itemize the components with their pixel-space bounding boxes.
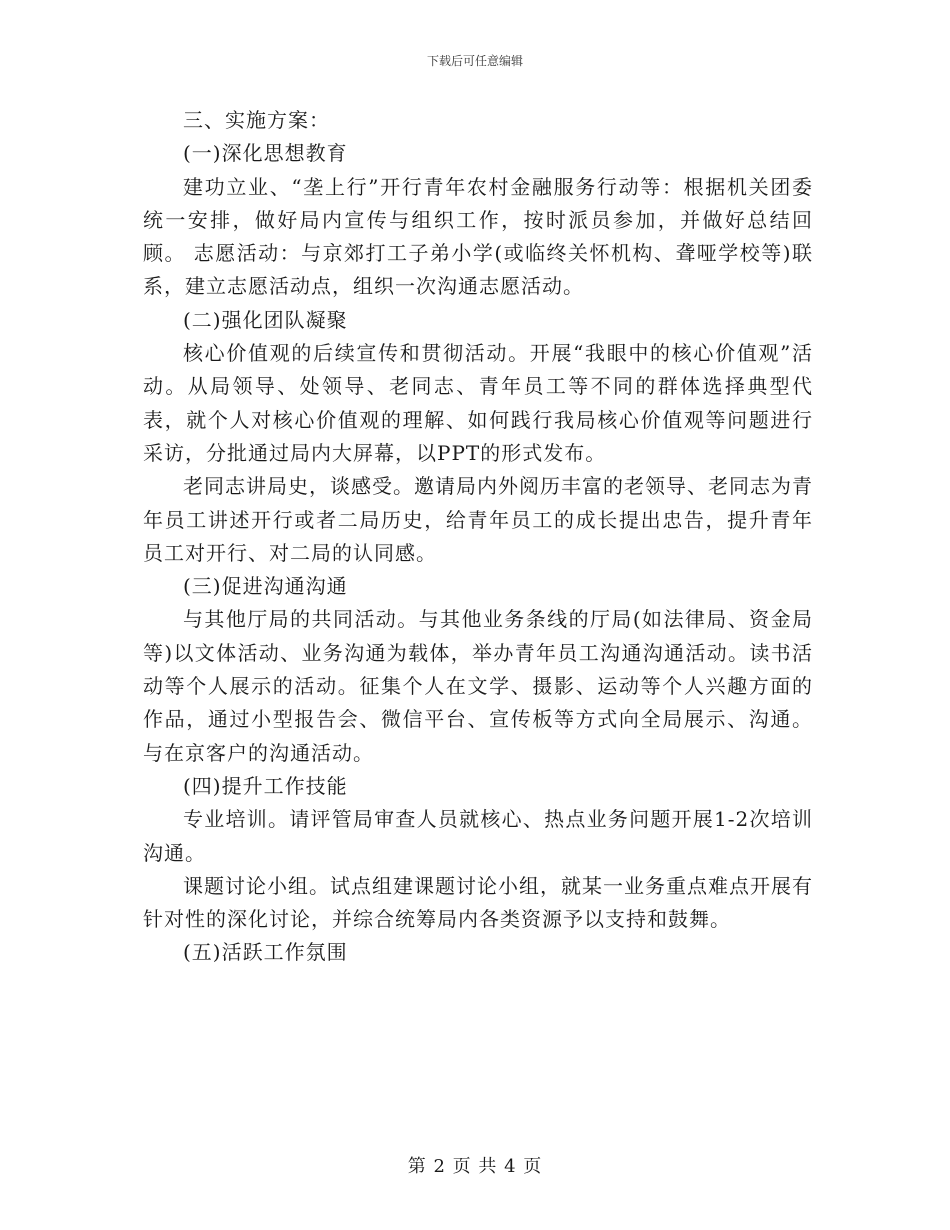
section-heading: 三、实施方案：	[183, 108, 330, 132]
document-body	[143, 104, 813, 970]
page-header: 下载后可任意编辑	[426, 54, 523, 68]
body-paragraph: 老同志讲局史，谈感受。邀请局内外阅历丰富的老领导、老同志为青年员工讲述开行或者二局历史，给青年员工的成长提出忠告，提升青年员工对开行、对二局的认同感。	[143, 474, 813, 565]
subsection-heading: (二)强化团队凝聚	[183, 307, 348, 332]
page-number: 第 2 页 共 4 页	[407, 1156, 543, 1177]
body-paragraph: 建功立业、“垄上行”开行青年农村金融服务行动等：根据机关团委统一安排，做好局内宣传与组织工作，按时派员参加，并做好总结回顾。 志愿活动：与京郊打工子弟小学(或临终关怀机构、聋哑学校等)联系，建立志愿活动点，组织一次沟通志愿活动。	[143, 174, 813, 299]
body-paragraph: 核心价值观的后续宣传和贯彻活动。开展“我眼中的核心价值观”活动。从局领导、处领导、老同志、青年员工等不同的群体选择典型代表，就个人对核心价值观的理解、如何践行我局核心价值观等问题进行采访，分批通过局内大屏幕，以PPT的形式发布。	[143, 341, 813, 465]
subsection-heading: (四)提升工作技能	[183, 773, 348, 798]
body-paragraph: 课题讨论小组。试点组建课题讨论小组，就某一业务重点难点开展有针对性的深化讨论，并综合统筹局内各类资源予以支持和鼓舞。	[143, 873, 813, 932]
body-paragraph: 专业培训。请评管局审查人员就核心、热点业务问题开展1-2次培训沟通。	[143, 807, 813, 865]
subsection-heading: (五)活跃工作氛围	[183, 940, 348, 965]
subsection-heading: (一)深化思想教育	[183, 141, 348, 166]
body-paragraph: 与其他厅局的共同活动。与其他业务条线的厅局(如法律局、资金局等)以文体活动、业务沟通为载体，举办青年员工沟通沟通活动。读书活动等个人展示的活动。征集个人在文学、摄影、运动等个人兴趣方面的作品，通过小型报告会、微信平台、宣传板等方式向全局展示、沟通。与在京客户的沟通活动。	[143, 607, 813, 765]
subsection-heading: (三)促进沟通沟通	[183, 574, 348, 599]
page-footer	[0, 1152, 950, 1178]
